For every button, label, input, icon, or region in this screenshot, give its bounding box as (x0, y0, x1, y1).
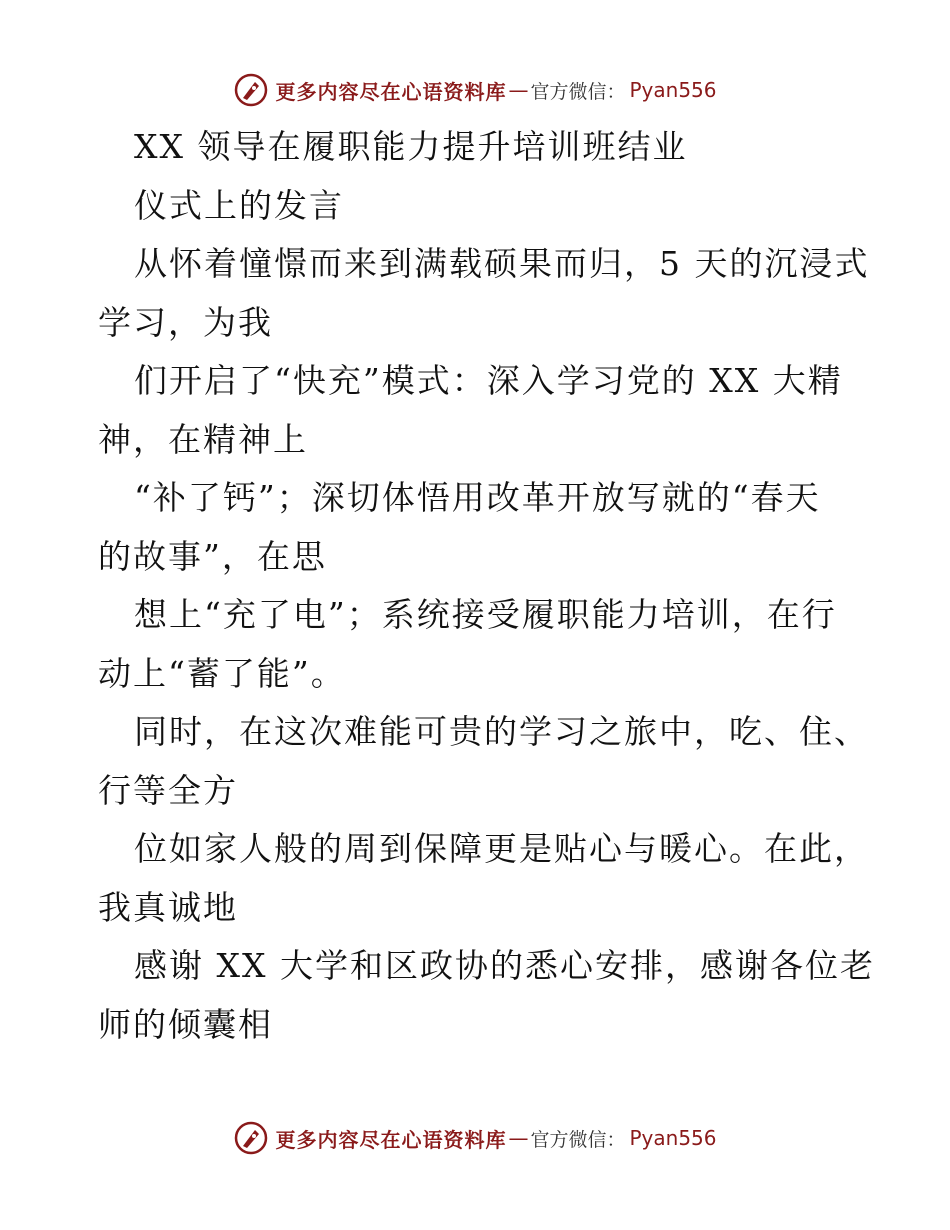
doc-line: 学习，为我 (98, 302, 273, 342)
footer-banner (0, 1118, 950, 1158)
banner-colon: ： (606, 80, 626, 103)
document-body (98, 118, 875, 1054)
doc-line: 同时，在这次难能可贵的学习之旅中，吃、住、 (134, 712, 869, 751)
pen-nib-logo-icon (233, 1120, 269, 1156)
pen-nib-logo-icon (233, 72, 269, 108)
doc-line: 师的倾囊相 (98, 1004, 273, 1044)
banner-main-text: 更多内容尽在心语资料库 (275, 1127, 507, 1152)
banner-wechat-label: 官方微信 (530, 80, 607, 103)
doc-line: 行等全方 (98, 770, 238, 810)
banner-wechat-id: Pyan556 (629, 1126, 717, 1150)
banner-main-text: 更多内容尽在心语资料库 (275, 79, 507, 104)
banner-wechat-label: 官方微信 (530, 1128, 607, 1151)
doc-line: XX 领导在履职能力提升培训班结业 (134, 127, 688, 166)
doc-line: “补了钙”；深切体悟用改革开放写就的“春天 (134, 478, 821, 517)
banner-separator: — (508, 78, 529, 102)
banner-wechat-id: Pyan556 (629, 78, 717, 102)
doc-line: 们开启了“快充”模式：深入学习党的 XX 大精 (134, 361, 843, 400)
header-banner (0, 70, 950, 110)
doc-line: 感谢 XX 大学和区政协的悉心安排，感谢各位老 (134, 946, 875, 985)
doc-line: 从怀着憧憬而来到满载硕果而归，5 天的沉浸式 (134, 244, 870, 283)
doc-line: 的故事”，在思 (98, 536, 327, 576)
doc-line: 动上“蓄了能”。 (98, 653, 346, 693)
doc-line: 位如家人般的周到保障更是贴心与暖心。在此， (134, 829, 869, 868)
banner-separator: — (508, 1126, 529, 1150)
doc-line: 仪式上的发言 (134, 185, 344, 225)
banner-colon: ： (606, 1128, 626, 1151)
doc-line: 神，在精神上 (98, 419, 308, 459)
doc-line: 我真诚地 (98, 887, 238, 927)
doc-line: 想上“充了电”；系统接受履职能力培训，在行 (134, 595, 837, 634)
